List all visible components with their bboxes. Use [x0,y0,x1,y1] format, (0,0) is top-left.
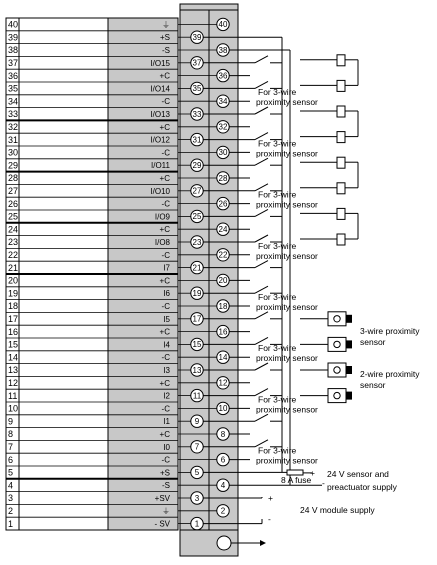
terminal-number: 1 [194,519,200,529]
terminal-number: 2 [220,506,226,516]
proximity-sensor-face-icon [334,367,340,373]
terminal-number: 11 [192,391,202,401]
terminal-number: 19 [192,289,202,298]
row-number: 31 [8,134,19,145]
row-function: I7 [163,263,170,273]
mounting-screw-icon [217,536,231,550]
module-supply-plus: + [268,493,273,503]
terminal-number: 7 [194,442,200,452]
row-function: I/O12 [150,135,170,145]
row-number: 6 [8,454,14,465]
row-function: -C [161,302,170,311]
row-number: 30 [8,147,19,158]
row-number: 40 [8,19,19,30]
terminal-number: 40 [218,20,228,30]
switch-contact-icon [255,312,268,319]
row-function: -C [161,148,170,158]
sensor-supply-label-1: 24 V sensor and [327,469,389,479]
row-number: 1 [8,518,14,529]
row-function: I6 [163,289,170,299]
terminal-number: 15 [192,340,202,350]
row-number: 14 [8,352,19,363]
row-function: I3 [163,366,170,375]
row-function: +C [159,174,170,183]
module-supply-minus: - [268,514,271,524]
row-number: 26 [8,198,19,209]
sensor-label-line2: proximity sensor [256,455,318,466]
row-number: 11 [8,390,18,401]
terminal-number: 8 [220,429,226,439]
row-function: +C [159,225,170,235]
sensor-label-line1: For 3-wire [258,445,297,456]
terminal-number: 16 [218,327,228,337]
proximity-sensor-face-icon [334,316,340,322]
row-function: +C [159,71,170,81]
supply-section [268,468,398,524]
legend-3wire-line2: sensor [360,337,386,347]
row-function: I0 [163,442,170,452]
relay-coil-icon [337,183,345,194]
row-number: 28 [8,173,19,184]
row-number: 29 [8,160,19,171]
terminal-number: 18 [218,301,228,311]
row-function: +S [159,468,170,478]
switch-contact-icon [255,158,268,165]
row-number: 18 [8,301,19,312]
terminal-number: 24 [218,225,228,234]
row-number: 7 [8,442,14,452]
terminal-number: 27 [192,186,202,196]
row-function: -C [161,250,170,260]
terminal-number: 13 [192,365,202,375]
row-function: +C [159,378,170,388]
row-number: 27 [8,186,19,196]
sensor-label-line2: proximity sensor [256,302,318,312]
switch-contact-icon [255,363,268,370]
row-number: 38 [8,45,19,56]
row-number: 19 [8,288,19,299]
relay-coil-icon [337,80,345,91]
row-number: 35 [8,83,19,94]
proximity-sensor-head-icon [346,366,352,374]
proximity-sensor-face-icon [334,341,340,347]
sensor-label-line1: For 3-wire [258,240,297,251]
terminal-number: 25 [192,212,202,222]
row-number: 22 [8,250,19,260]
proximity-sensor-head-icon [346,315,352,323]
row-function: - SV [154,519,170,529]
terminal-number: 6 [220,455,226,465]
row-function: I/O11 [151,161,170,171]
terminal-number: 34 [218,97,228,106]
row-number: 36 [8,70,19,81]
terminal-number: 35 [192,84,202,94]
row-number: 37 [8,58,19,68]
row-function: +SV [154,494,170,503]
switch-contact-icon [255,414,268,421]
row-function: I5 [163,314,170,324]
ground-arrow-icon [260,540,266,546]
row-function: I2 [163,391,170,401]
terminal-number: 37 [192,58,202,68]
terminal-number: 5 [194,468,200,478]
legend-2wire-line1: 2-wire proximity [360,369,420,379]
row-function: I1 [163,417,170,427]
row-number: 16 [8,326,19,337]
relay-coil-icon [337,208,345,219]
terminal-number: 3 [194,493,200,503]
row-number: 17 [8,314,19,324]
sensor-label-line1: For 3-wire [258,292,297,302]
sensor-supply-minus: - [322,478,325,488]
terminal-number: 22 [218,250,228,260]
row-function: ⏚ [162,20,170,30]
row-function: I/O8 [154,238,170,247]
row-number: 4 [8,480,14,491]
sensor-label-line2: proximity sensor [256,199,318,210]
row-number: 21 [8,262,19,273]
terminal-number: 21 [192,263,202,273]
sensor-label-line2: proximity sensor [256,353,318,364]
sensor-label-line1: For 3-wire [258,87,297,98]
sensor-label-line1: For 3-wire [258,394,297,405]
relay-coil-icon [337,106,345,117]
legend-3wire-line1: 3-wire proximity [360,326,420,336]
row-function: +C [159,327,170,337]
row-function: -S [162,46,170,55]
terminal-number: 36 [218,71,228,81]
row-function: I/O10 [150,186,170,196]
terminal-number: 14 [218,353,228,362]
terminal-number: 32 [218,122,228,132]
terminal-number: 17 [192,314,202,324]
terminal-number: 33 [192,109,202,119]
row-function: -C [161,353,170,363]
row-function: I/O14 [150,84,170,94]
switch-contact-icon [255,261,268,268]
row-function: ⏚ [162,506,170,516]
sensor-supply-label-2: preactuator supply [327,482,397,492]
row-function: -S [162,481,170,491]
sensor-label-line1: For 3-wire [258,343,297,354]
switch-contact-icon [255,107,268,114]
row-number: 8 [8,429,14,440]
sensor-label-line1: For 3-wire [258,189,297,200]
relay-coil-icon [337,55,345,66]
fuse-label: 8 A fuse [281,475,312,485]
row-function: +S [159,33,170,43]
sensor-label-line2: proximity sensor [256,97,318,108]
row-function: I/O13 [150,110,170,119]
row-number: 39 [8,32,19,43]
terminal-number: 31 [192,135,202,145]
proximity-sensor-head-icon [346,340,352,348]
legend [360,326,420,390]
row-number: 3 [8,493,14,504]
row-function: -C [161,455,170,465]
row-function: +C [159,276,170,286]
row-function: -C [161,404,170,414]
sensor-labels [256,87,318,465]
row-function: I4 [163,340,170,350]
row-number: 13 [8,365,19,376]
row-function: I/O15 [150,58,170,68]
terminal-number: 20 [218,276,228,286]
legend-2wire-line2: sensor [360,380,386,390]
row-number: 5 [8,467,14,478]
row-number: 32 [8,122,19,132]
terminal-number: 23 [192,237,202,247]
terminal-number: 12 [218,378,228,388]
terminal-number: 39 [192,33,202,42]
switch-contact-icon [255,209,268,216]
terminal-number: 9 [194,417,200,426]
terminal-number: 28 [218,173,228,183]
terminal-number: 4 [220,481,226,490]
row-number: 12 [8,378,19,388]
relay-coil-icon [337,157,345,168]
row-number: 2 [8,506,14,516]
relay-coil-icon [337,234,345,245]
row-function: -C [161,97,170,107]
row-function: +C [159,430,170,439]
sensor-label-line2: proximity sensor [256,250,318,261]
sensor-label-line2: proximity sensor [256,148,318,159]
row-number: 20 [8,275,19,286]
terminal-number: 30 [218,148,228,158]
row-number: 9 [8,416,14,427]
row-number: 15 [8,339,19,350]
row-number: 25 [8,211,19,222]
row-function: +C [159,122,170,132]
terminal-block [178,4,266,556]
terminal-number: 29 [192,161,202,170]
row-number: 23 [8,237,19,248]
row-number: 34 [8,96,19,107]
row-function: I/O9 [154,212,170,222]
terminal-number: 38 [218,45,228,55]
sensor-label-line2: proximity sensor [256,404,318,415]
proximity-sensor-face-icon [334,392,340,398]
row-number: 24 [8,224,19,235]
module-supply-label: 24 V module supply [300,505,375,515]
terminal-number: 26 [218,199,228,209]
switch-contact-icon [255,56,268,63]
relay-coil-icon [337,132,345,143]
sensor-label-line1: For 3-wire [258,138,297,149]
row-number: 10 [8,403,19,414]
terminal-table [6,18,178,530]
proximity-sensor-head-icon [346,392,352,400]
row-function: -C [161,199,170,209]
terminal-number: 10 [218,404,228,414]
row-number: 33 [8,109,19,120]
sensor-supply-plus: + [310,468,315,478]
